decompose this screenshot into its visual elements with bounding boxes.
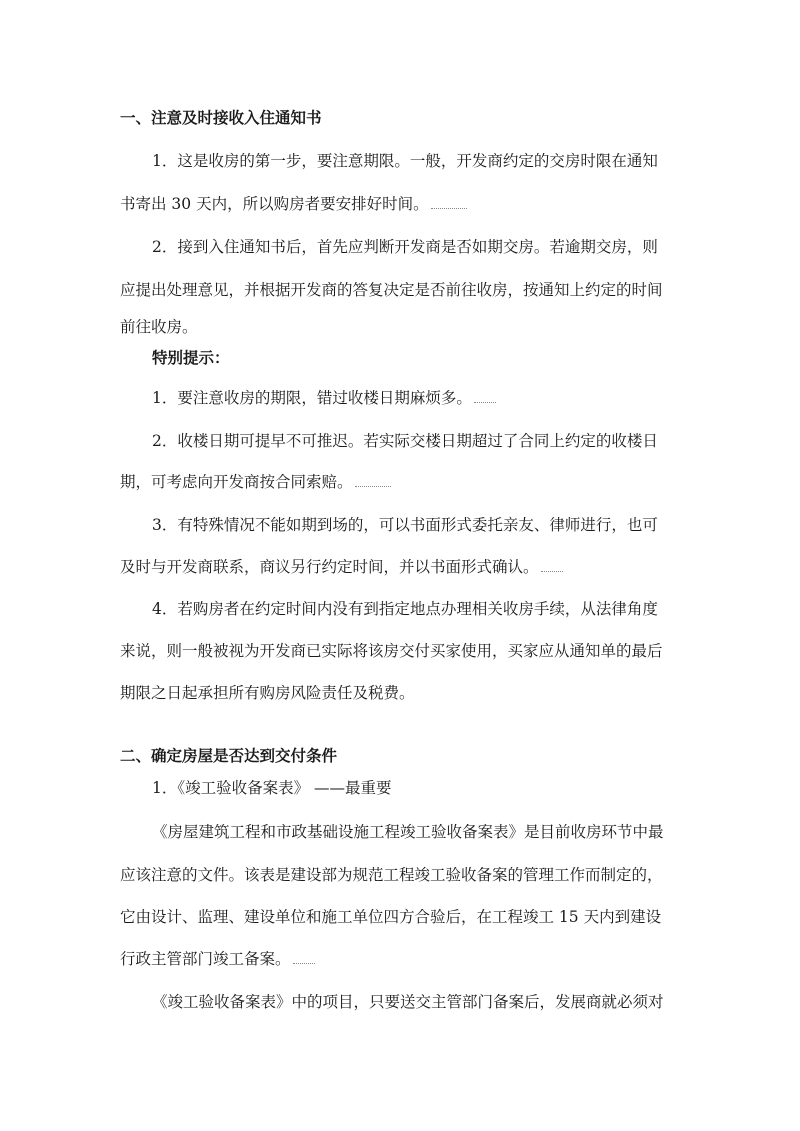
dotted-leader <box>431 204 467 209</box>
tip3-line1: 3．有特殊情况不能如期到场的，可以书面形式委托亲友、律师进行，也可 <box>152 516 658 534</box>
tip1-line1: 1．要注意收房的期限，错过收楼日期麻烦多。 <box>152 387 496 409</box>
dotted-leader <box>541 567 563 572</box>
s2-p1-line4: 行政主管部门竣工备案。 <box>120 948 315 970</box>
s2-p2-line1: 《竣工验收备案表》中的项目，只要送交主管部门备案后，发展商就必须对 <box>152 993 664 1011</box>
section1-heading: 一、注意及时接收入住通知书 <box>120 108 322 127</box>
s2-p1-line2: 应该注意的文件。该表是建设部为规范工程竣工验收备案的管理工作而制定的， <box>120 866 663 884</box>
tip4-line1: 4．若购房者在约定时间内没有到指定地点办理相关收房手续，从法律角度 <box>152 600 658 618</box>
s1-p2-line1: 2．接到入住通知书后，首先应判断开发商是否如期交房。若逾期交房，则 <box>152 238 658 256</box>
s1-p2-line2: 应提出处理意见，并根据开发商的答复决定是否前往收房，按通知上约定的时间 <box>120 281 663 299</box>
tip4-line2: 来说，则一般被视为开发商已实际将该房交付买家使用，买家应从通知单的最后 <box>120 642 663 660</box>
tip2-line2: 期，可考虑向开发商按合同索赔。 <box>120 471 391 493</box>
s2-p1-line3: 它由设计、监理、建设单位和施工单位四方合验后，在工程竣工 15 天内到建设 <box>120 908 662 926</box>
s2-sub1: 1．《竣工验收备案表》 ——最重要 <box>152 779 392 797</box>
s1-p2-line3: 前往收房。 <box>120 318 198 336</box>
s1-p1-line1: 1．这是收房的第一步，要注意期限。一般，开发商约定的交房时限在通知 <box>152 152 658 170</box>
page-footer-mark <box>384 1052 416 1060</box>
tip3-line2: 及时与开发商联系，商议另行约定时间，并以书面形式确认。 <box>120 556 563 578</box>
s2-p1-line1: 《房屋建筑工程和市政基础设施工程竣工验收备案表》是目前收房环节中最 <box>152 823 664 841</box>
tip4-line3: 期限之日起承担所有购房风险责任及税费。 <box>120 684 415 702</box>
tip-label: 特别提示： <box>152 348 230 367</box>
dotted-leader <box>474 398 496 403</box>
s1-p1-line2: 书寄出 30 天内，所以购房者要安排好时间。 <box>120 193 467 215</box>
tip2-line1: 2．收楼日期可提早不可推迟。若实际交楼日期超过了合同上约定的收楼日 <box>152 432 658 450</box>
dotted-leader <box>355 482 391 487</box>
dotted-leader <box>293 959 315 964</box>
section2-heading: 二、确定房屋是否达到交付条件 <box>120 746 338 765</box>
